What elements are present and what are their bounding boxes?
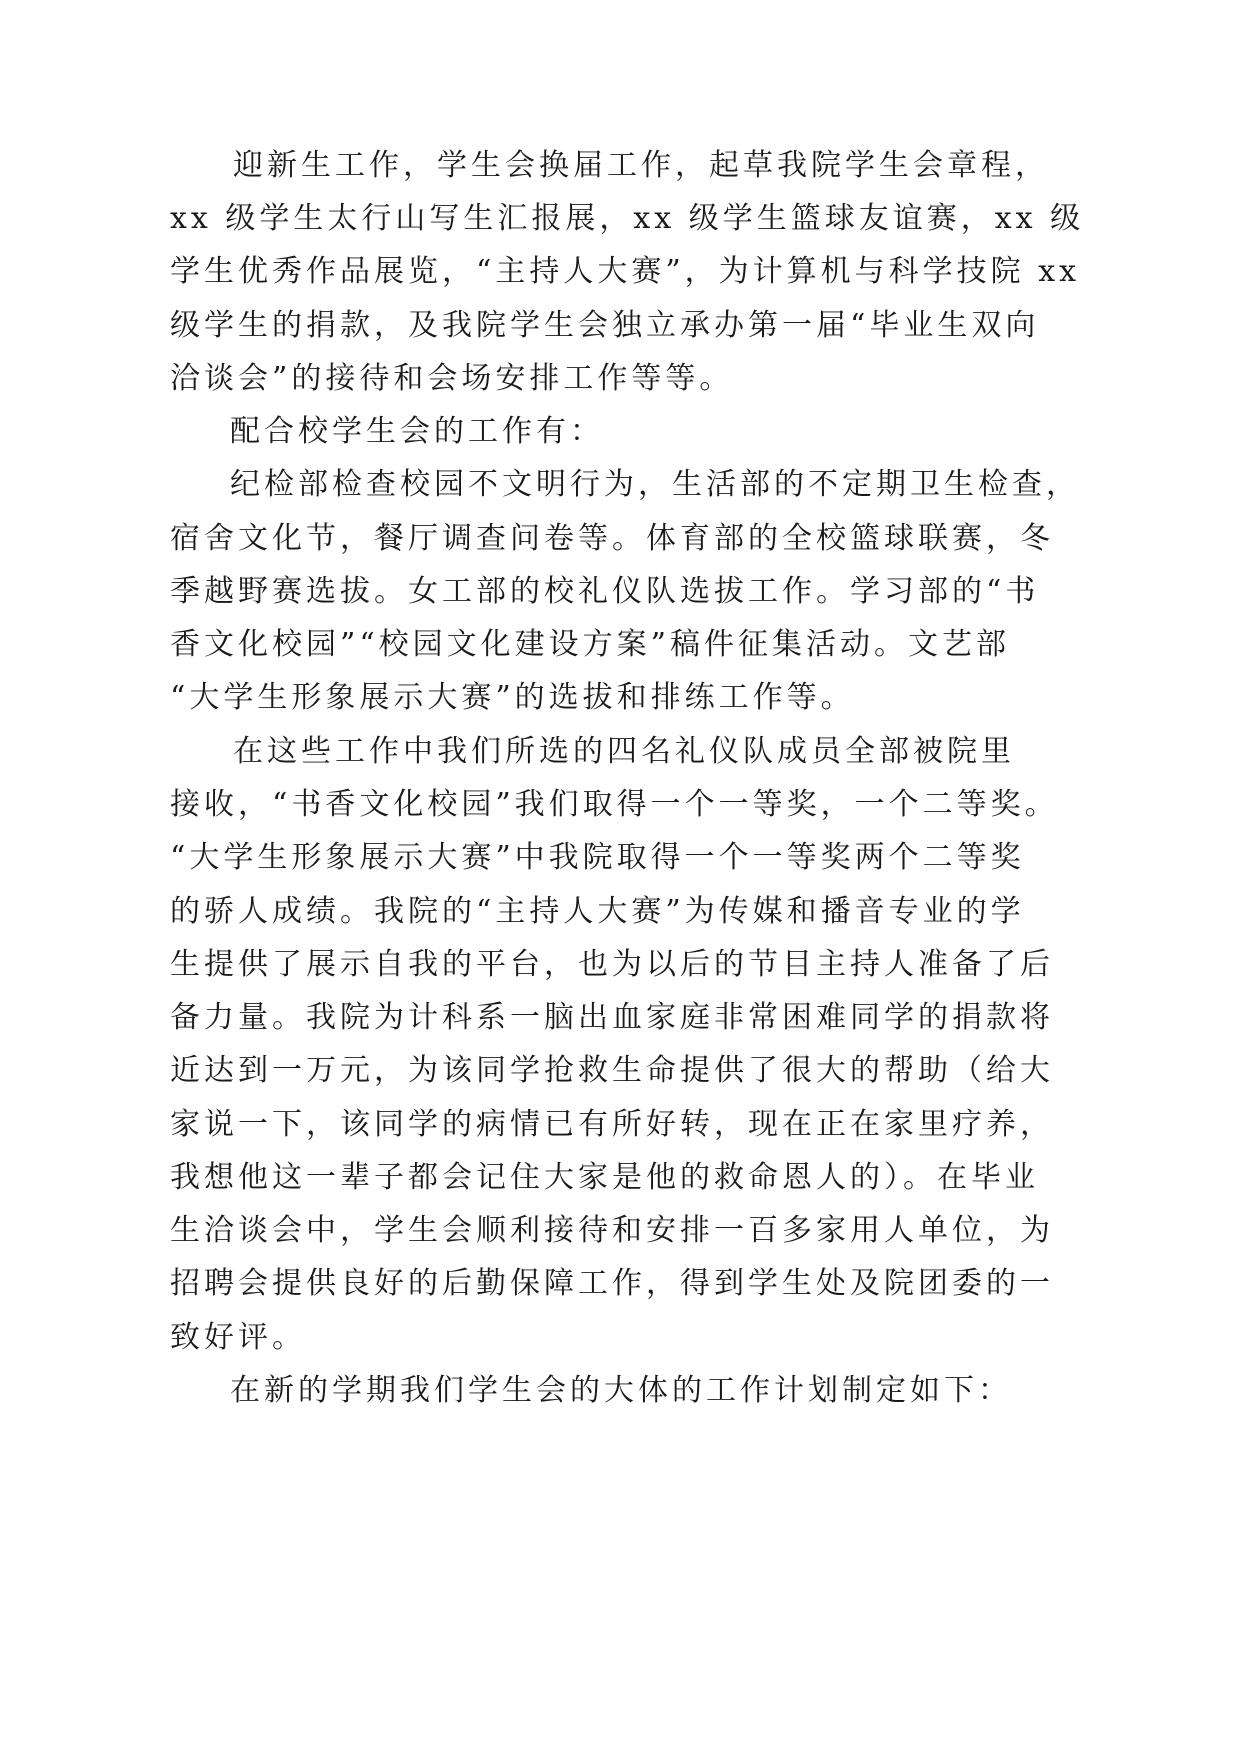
text-line: 接收，“书香文化校园”我们取得一个一等奖，一个二等奖。 (170, 787, 1059, 822)
text-line: 的骄人成绩。我院的“主持人大赛”为传媒和播音专业的学 (170, 894, 1025, 929)
text-line: 我想他这一辈子都会记住大家是他的救命恩人的）。在毕业 (170, 1160, 1039, 1195)
text-line: 宿舍文化节，餐厅调查问卷等。体育部的全校篮球联赛，冬 (170, 521, 1054, 556)
text-line: 备力量。我院为计科系一脑出血家庭非常困难同学的捐款将 (170, 1000, 1054, 1035)
text-line: 纪检部检查校园不文明行为，生活部的不定期卫生检查， (230, 467, 1080, 502)
text-line: “大学生形象展示大赛”的选拔和排练工作等。 (170, 680, 855, 715)
text-line: 迎新生工作，学生会换届工作，起草我院学生会章程， (233, 148, 1049, 183)
text-line: 招聘会提供良好的后勤保障工作，得到学生处及院团委的一 (170, 1266, 1054, 1301)
text-line: 学生优秀作品展览，“主持人大赛”，为计算机与科学技院 xx (170, 254, 1081, 289)
text-line: 生洽谈会中，学生会顺利接待和安排一百多家用人单位，为 (170, 1213, 1054, 1248)
text-line: 家说一下，该同学的病情已有所好转，现在正在家里疗养， (170, 1107, 1054, 1142)
text-line: xx 级学生太行山写生汇报展，xx 级学生篮球友谊赛，xx 级 (170, 201, 1085, 236)
text-line: 配合校学生会的工作有： (230, 414, 604, 449)
text-line: 在这些工作中我们所选的四名礼仪队成员全部被院里 (233, 734, 1015, 769)
text-line: 生提供了展示自我的平台，也为以后的节目主持人准备了后 (170, 947, 1054, 982)
text-line: 近达到一万元，为该同学抢救生命提供了很大的帮助（给大 (170, 1053, 1054, 1088)
text-line: “大学生形象展示大赛”中我院取得一个一等奖两个二等奖 (170, 840, 1025, 875)
text-line: 致好评。 (170, 1320, 306, 1355)
text-line: 洽谈会”的接待和会场安排工作等等。 (170, 361, 734, 396)
text-line: 香文化校园”“校园文化建设方案”稿件征集活动。文艺部 (170, 627, 1011, 662)
text-line: 级学生的捐款，及我院学生会独立承办第一届“毕业生双向 (170, 308, 1040, 343)
text-line: 季越野赛选拔。女工部的校礼仪队选拔工作。学习部的“书 (170, 574, 1040, 609)
text-line: 在新的学期我们学生会的大体的工作计划制定如下： (230, 1373, 1012, 1408)
